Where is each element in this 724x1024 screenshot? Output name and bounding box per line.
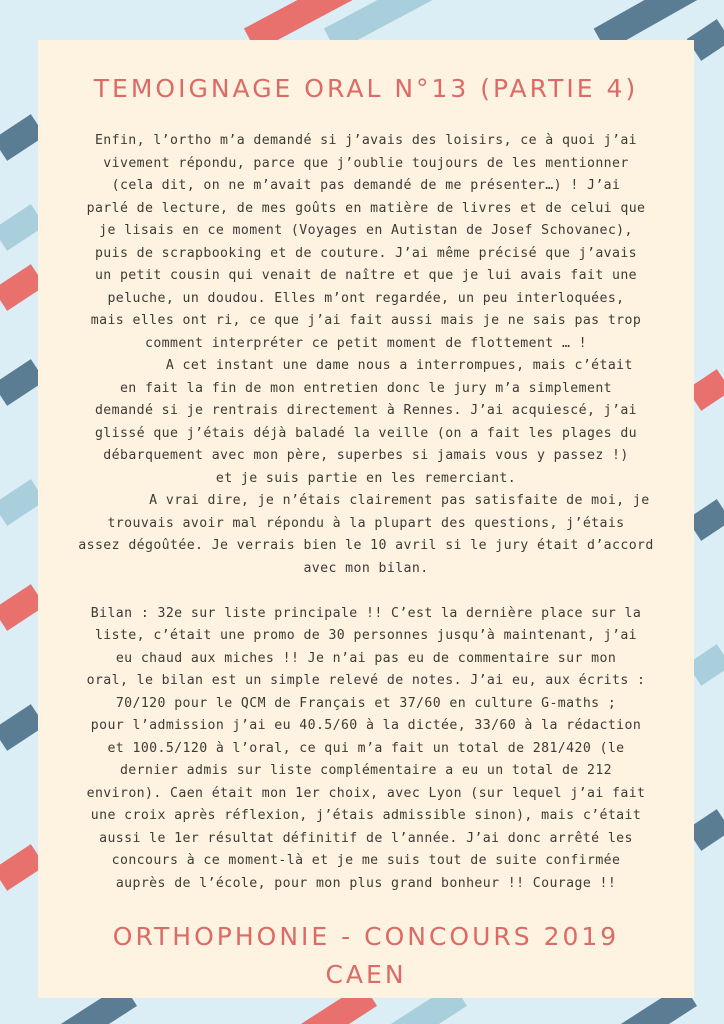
stripe: [694, 655, 724, 675]
text-line: aussi le 1er résultat définitif de l’année. J’ai donc arrêté les: [99, 830, 633, 846]
stripe: [300, 995, 370, 1024]
text-line: trouvais avoir mal répondu à la plupart des questions, j’étais: [107, 515, 625, 531]
text-card: [38, 40, 694, 998]
text-line: Bilan : 32e sur liste principale !! C’est la dernière place sur la: [90, 605, 642, 621]
text-line: eu chaud aux miches !! Je n’ai pas eu de commentaire sur mon: [115, 650, 617, 666]
text-line: je lisais en ce moment (Voyages en Autistan de Josef Schovanec),: [99, 223, 633, 238]
text-line: A vrai dire, je n’étais clairement pas satisfaite de moi, je: [82, 493, 650, 508]
text-line: avec mon bilan.: [303, 560, 429, 576]
paragraph-2: [38, 355, 694, 490]
text-line: en fait la fin de mon entretien donc le jury m’a simplement: [119, 380, 613, 396]
stripe: [0, 715, 38, 740]
stripe: [0, 215, 38, 240]
text-line: (cela dit, on ne m’avait pas demandé de me présenter…) ! J’ai: [111, 178, 621, 193]
stripe: [620, 995, 690, 1024]
testimony-body: [38, 130, 694, 895]
text-line: mais elles ont ri, ce que j’ai fait aussi mais je ne sais pas trop: [90, 313, 642, 328]
paragraph-4: [38, 603, 694, 896]
text-line: et 100.5/120 à l’oral, ce qui m’a fait un total de 281/420 (le: [107, 740, 625, 756]
text-line: demandé si je rentrais directement à Rennes. J’ai acquiescé, j’ai: [94, 403, 638, 418]
text-line: concours à ce moment-là et je me suis tout de suite confirmée: [111, 853, 621, 868]
stripe: [0, 595, 38, 620]
text-line: comment interpréter ce petit moment de flottement … !: [145, 335, 587, 351]
text-line: débarquement avec mon père, superbes si jamais vous y passez !): [103, 448, 629, 463]
text-line: liste, c’était une promo de 30 personnes jusqu’à maintenant, j’ai: [94, 628, 638, 643]
paragraph-gap: [38, 580, 694, 603]
stripe: [60, 995, 130, 1024]
stripe: [390, 995, 460, 1024]
text-line: peluche, un doudou. Elles m’ont regardée, un peu interloquées,: [107, 290, 625, 306]
stripe: [694, 380, 724, 400]
page-title: TEMOIGNAGE ORAL N°13 (PARTIE 4): [93, 74, 639, 103]
text-line: parlé de lecture, de mes goûts en matière de livres et de celui que: [86, 200, 646, 216]
paragraph-1: [38, 130, 694, 355]
stripe: [0, 490, 38, 515]
footer-line-2: CAEN: [325, 960, 407, 989]
text-line: glissé que j’étais déjà baladé la veille (on a fait les plages du: [94, 425, 638, 441]
stripe: [0, 855, 38, 880]
text-line: assez dégoûtée. Je verrais bien le 10 avril si le jury était d’accord: [78, 538, 654, 553]
paragraph-3: [38, 490, 694, 580]
text-line: oral, le bilan est un simple relevé de notes. J’ai eu, aux écrits :: [86, 673, 646, 688]
text-line: environ). Caen était mon 1er choix, avec Lyon (sur lequel j’ai fait: [86, 785, 646, 801]
text-line: et je suis partie en les remerciant.: [215, 470, 517, 486]
stripe: [0, 370, 38, 395]
text-line: Enfin, l’ortho m’a demandé si j’avais des loisirs, ce à quoi j’ai: [94, 133, 638, 148]
text-line: 70/120 pour le QCM de Français et 37/60 en culture G-maths ;: [115, 695, 617, 711]
text-line: un petit cousin qui venait de naître et que je lui avais fait une: [94, 268, 638, 283]
text-line: pour l’admission j’ai eu 40.5/60 à la dictée, 33/60 à la rédaction: [90, 718, 642, 733]
stripe: [694, 820, 724, 840]
stripe: [0, 125, 38, 150]
footer-heading: [38, 918, 694, 994]
stripe: [694, 30, 724, 50]
text-line: A cet instant une dame nous a interrompues, mais c’était: [99, 358, 633, 373]
stripe: [694, 510, 724, 530]
text-line: puis de scrapbooking et de couture. J’ai même précisé que j’avais: [94, 245, 638, 261]
footer-line-1: ORTHOPHONIE - CONCOURS 2019: [112, 922, 620, 951]
stripe: [0, 275, 38, 300]
text-line: une croix après réflexion, j’étais admissible sinon), mais c’était: [90, 808, 642, 823]
text-line: dernier admis sur liste complémentaire a eu un total de 212: [119, 763, 613, 778]
text-line: vivement répondu, parce que j’oublie toujours de les mentionner: [103, 155, 629, 171]
stripe: [330, 0, 480, 40]
text-line: auprès de l’école, pour mon plus grand bonheur !! Courage !!: [115, 875, 617, 891]
